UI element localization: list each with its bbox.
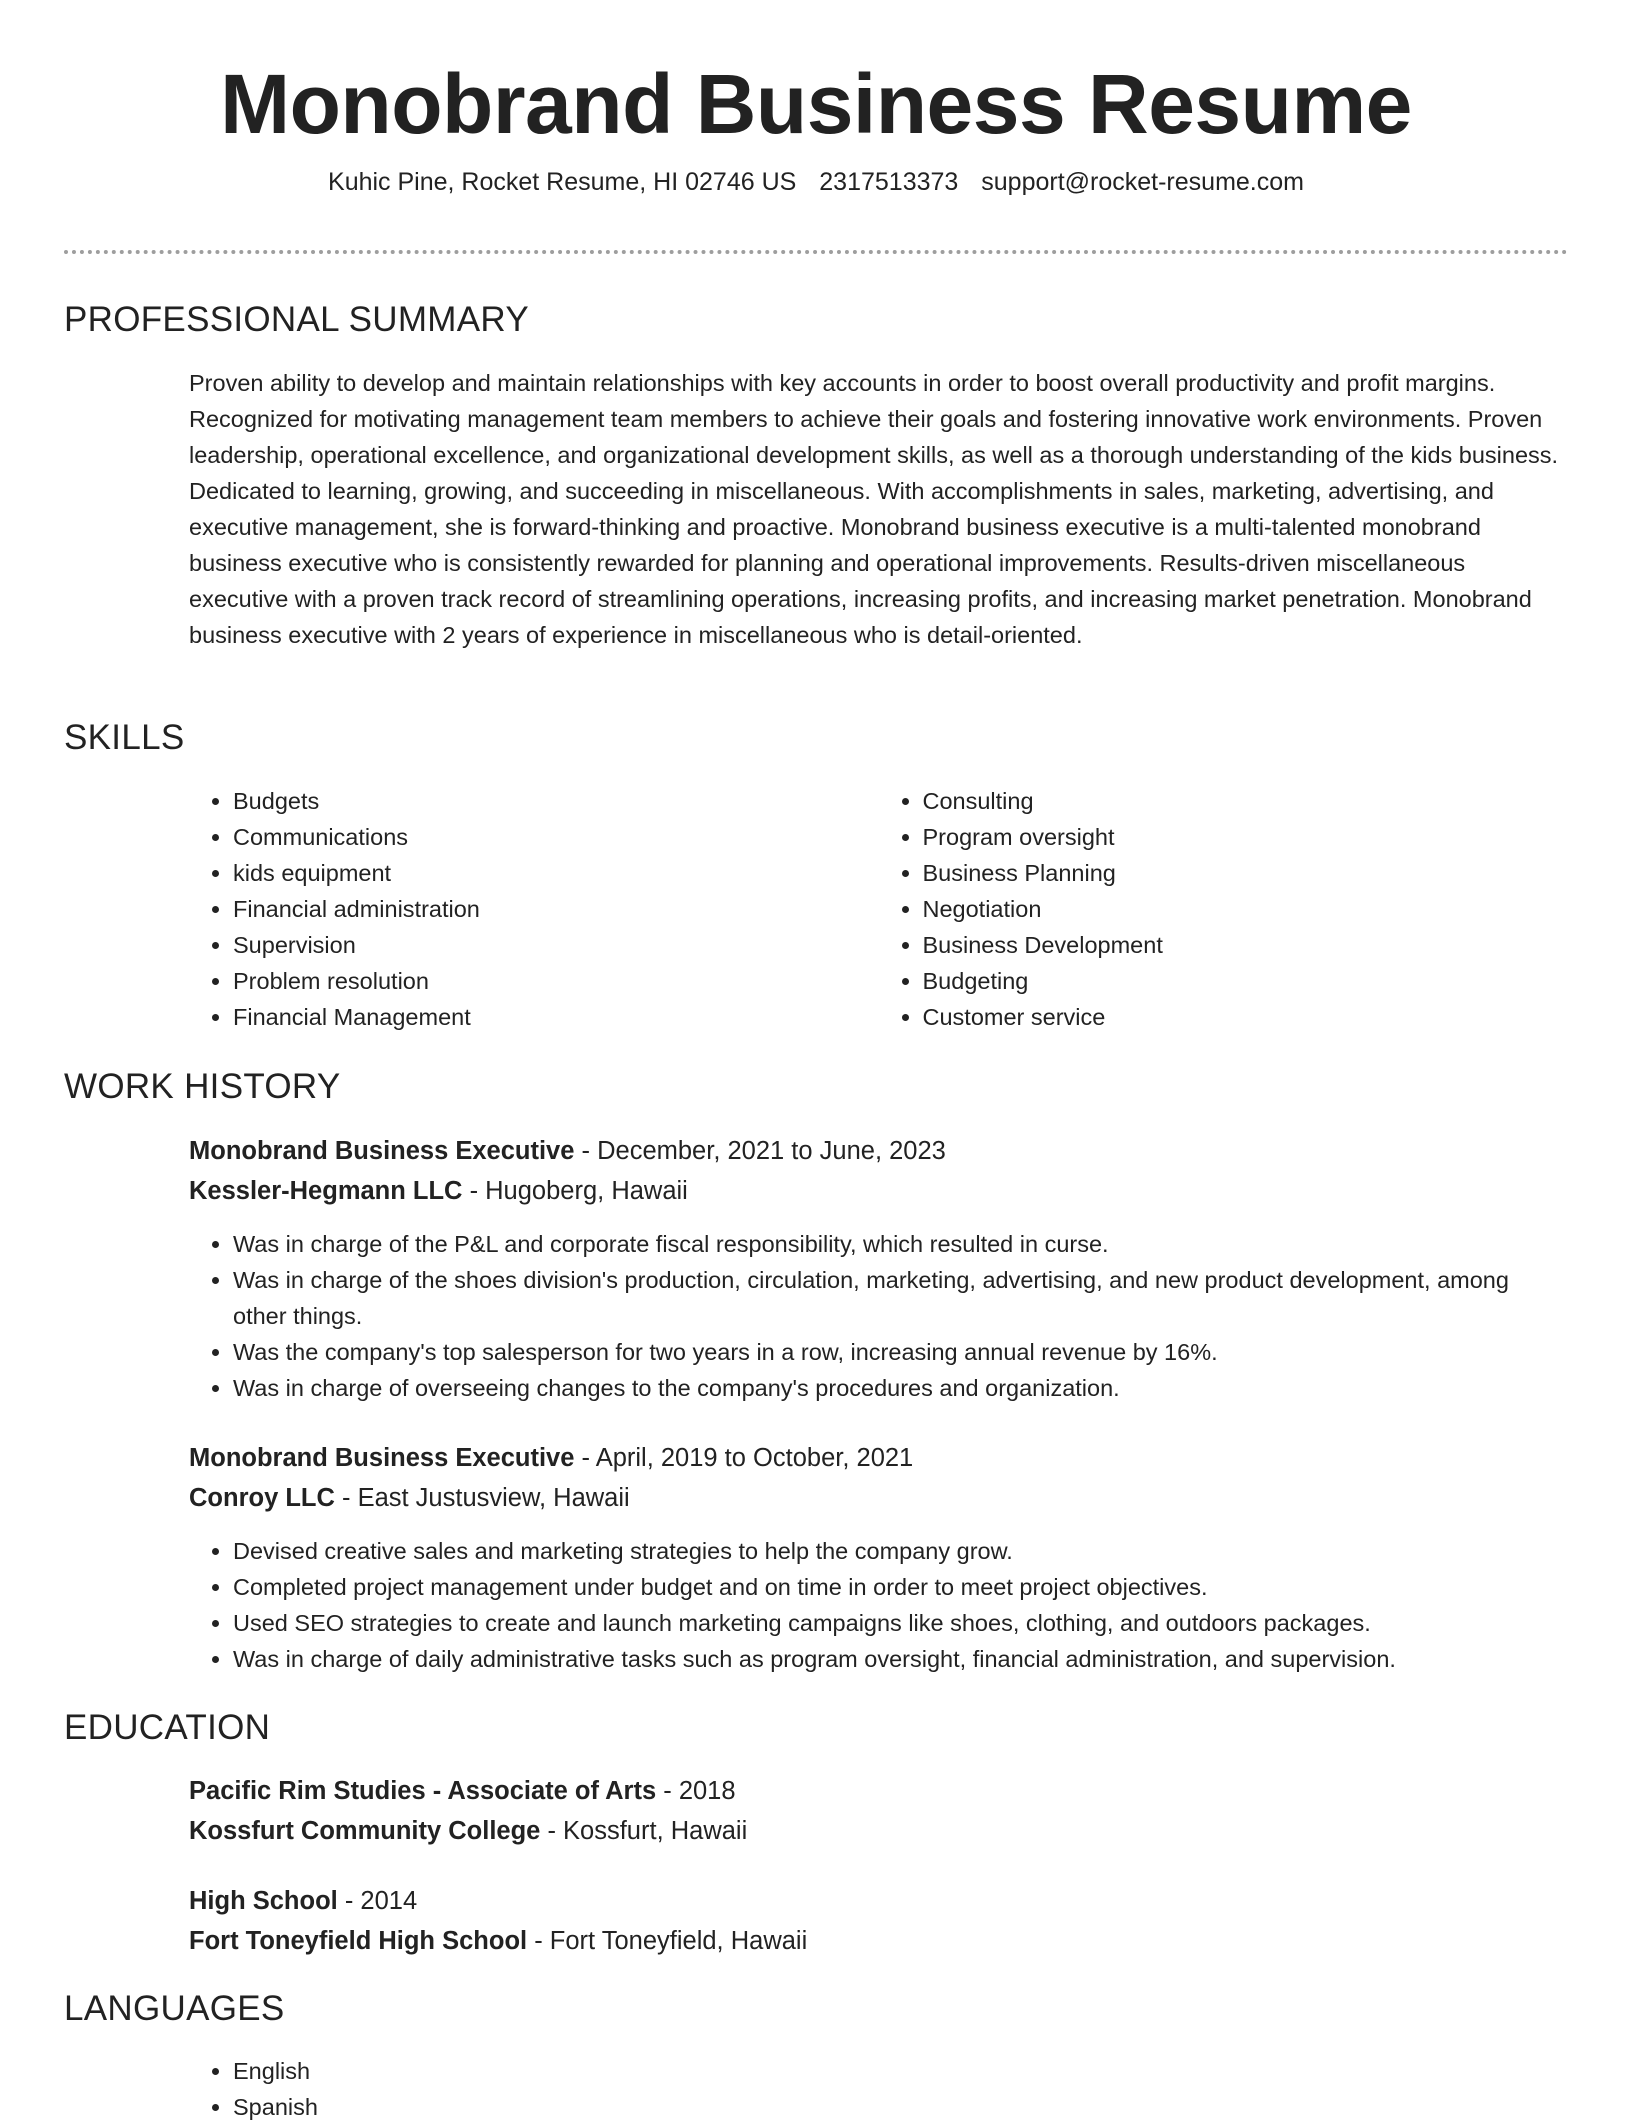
education-year: - 2014	[337, 1887, 418, 1915]
job-bullet: • Was in charge of the P&L and corporate fiscal responsibility, which resulted in curse.	[233, 1226, 1568, 1262]
skill-item: • Financial administration	[233, 891, 879, 927]
skills-heading: SKILLS	[64, 718, 185, 757]
skill-item: • kids equipment	[233, 855, 879, 891]
education-heading: EDUCATION	[64, 1708, 271, 1747]
job-bullets	[189, 1226, 1568, 1406]
education-degree: High School	[189, 1887, 338, 1915]
education-location: - Fort Toneyfield, Hawaii	[527, 1927, 808, 1955]
job-dates: - December, 2021 to June, 2023	[574, 1137, 946, 1165]
job-title-line	[189, 1131, 1568, 1171]
skills-list	[189, 783, 1568, 1035]
contact-address: Kuhic Pine, Rocket Resume, HI 02746 US	[328, 168, 797, 196]
skill-item: • Financial Management	[233, 999, 879, 1035]
education-school: Kossfurt Community College	[189, 1817, 541, 1845]
language-item: • English	[233, 2053, 1568, 2089]
education-entry	[189, 1881, 1568, 1961]
languages-heading: LANGUAGES	[64, 1989, 285, 2028]
skill-item: • Customer service	[923, 999, 1569, 1035]
education-degree-line	[189, 1771, 1568, 1811]
job-bullet: • Was in charge of daily administrative tasks such as program oversight, financial administration, and supervision.	[233, 1641, 1568, 1677]
job-bullet: • Was in charge of the shoes division's production, circulation, marketing, advertising, and new product development, among other things.	[233, 1262, 1568, 1334]
skill-item: • Budgeting	[923, 963, 1569, 999]
job-dates: - April, 2019 to October, 2021	[574, 1444, 914, 1472]
skill-item: • Negotiation	[923, 891, 1569, 927]
job-location: - Hugoberg, Hawaii	[462, 1177, 688, 1205]
job-bullet: • Used SEO strategies to create and launch marketing campaigns like shoes, clothing, and outdoors packages.	[233, 1605, 1568, 1641]
skill-item: • Business Planning	[923, 855, 1569, 891]
education-school: Fort Toneyfield High School	[189, 1927, 528, 1955]
job-bullets	[189, 1533, 1568, 1677]
skills-column-left	[189, 783, 879, 1035]
job-location: - East Justusview, Hawaii	[334, 1484, 630, 1512]
skill-item: • Program oversight	[923, 819, 1569, 855]
header-divider	[64, 250, 1568, 254]
education-degree-line	[189, 1881, 1568, 1921]
skill-item: • Communications	[233, 819, 879, 855]
job-entry	[189, 1131, 1568, 1211]
job-position: Monobrand Business Executive	[189, 1444, 575, 1472]
education-degree: Pacific Rim Studies - Associate of Arts	[189, 1777, 657, 1805]
job-bullet: • Devised creative sales and marketing strategies to help the company grow.	[233, 1533, 1568, 1569]
resume-title: Monobrand Business Resume	[220, 57, 1412, 151]
skill-item: • Consulting	[923, 783, 1569, 819]
languages-list	[189, 2053, 1568, 2125]
skill-item: • Supervision	[233, 927, 879, 963]
education-school-line	[189, 1811, 1568, 1851]
contact-email: support@rocket-resume.com	[981, 168, 1304, 196]
job-company: Conroy LLC	[189, 1484, 335, 1512]
summary-heading: PROFESSIONAL SUMMARY	[64, 300, 529, 339]
contact-phone: 2317513373	[819, 168, 959, 196]
language-item: • Spanish	[233, 2089, 1568, 2125]
education-entry	[189, 1771, 1568, 1851]
job-company: Kessler-Hegmann LLC	[189, 1177, 463, 1205]
job-bullet: • Completed project management under budget and on time in order to meet project objectives.	[233, 1569, 1568, 1605]
job-company-line	[189, 1478, 1568, 1518]
skills-column-right	[879, 783, 1569, 1035]
summary-text: Proven ability to develop and maintain relationships with key accounts in order to boost overall productivity and profit margins. Recognized for motivating management team members to achieve their goals and fostering innovative work environments. Proven leadership, operational excellence, and organizational development skills, as well as a thorough understanding of the kids business. Dedicated to learning, growing, and succeeding in miscellaneous. With accomplishments in sales, marketing, advertising, and executive management, she is forward-thinking and proactive. Monobrand business executive is a multi-talented monobrand business executive who is consistently rewarded for planning and operational improvements. Results-driven miscellaneous executive with a proven track record of streamlining operations, increasing profits, and increasing market penetration. Monobrand business executive with 2 years of experience in miscellaneous who is detail-oriented.	[189, 370, 1559, 648]
education-location: - Kossfurt, Hawaii	[540, 1817, 748, 1845]
skill-item: • Business Development	[923, 927, 1569, 963]
job-title-line	[189, 1438, 1568, 1478]
education-school-line	[189, 1921, 1568, 1961]
education-year: - 2018	[656, 1777, 736, 1805]
skill-item: • Budgets	[233, 783, 879, 819]
job-bullet: • Was in charge of overseeing changes to the company's procedures and organization.	[233, 1370, 1568, 1406]
job-bullet: • Was the company's top salesperson for two years in a row, increasing annual revenue by 16%.	[233, 1334, 1568, 1370]
job-company-line	[189, 1171, 1568, 1211]
work-heading: WORK HISTORY	[64, 1067, 341, 1106]
job-position: Monobrand Business Executive	[189, 1137, 575, 1165]
skill-item: • Problem resolution	[233, 963, 879, 999]
job-entry	[189, 1438, 1568, 1518]
contact-line	[0, 166, 1632, 198]
